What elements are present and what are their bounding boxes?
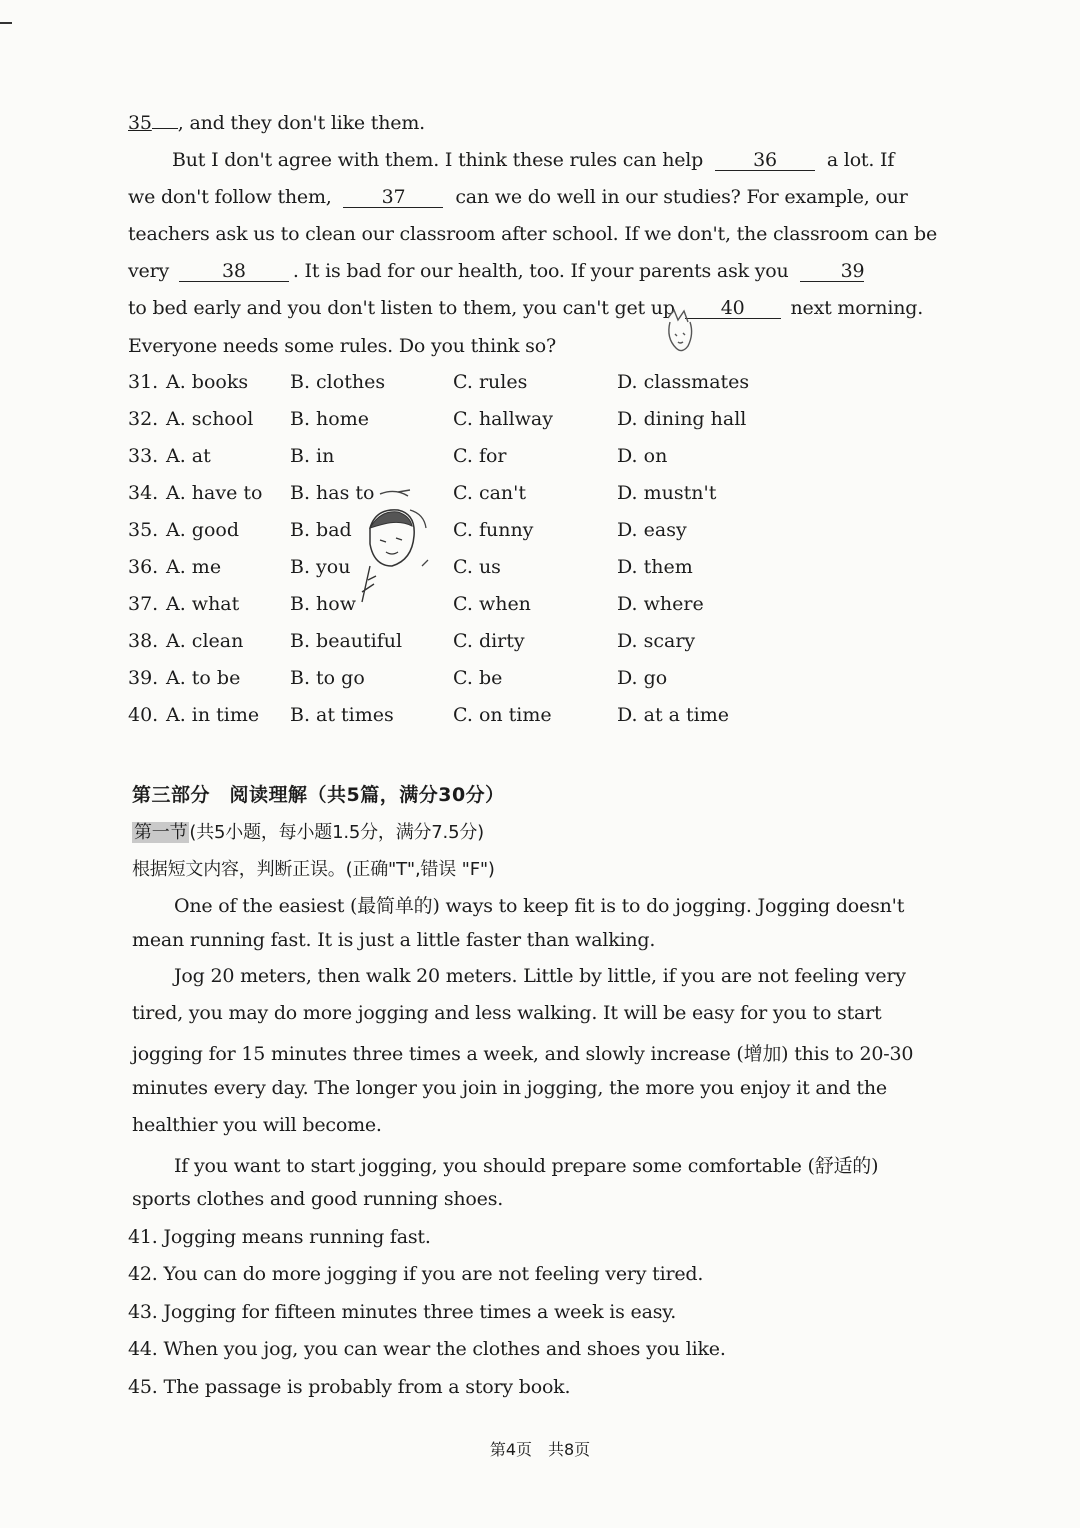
option-row-34 <box>128 482 768 508</box>
passage-line-7: healthier you will become. <box>132 1114 382 1136</box>
question-number: 39. <box>128 667 159 689</box>
question-number: 33. <box>128 445 159 467</box>
option-a: A. at <box>166 445 211 467</box>
option-row-40 <box>128 704 768 730</box>
option-d: D. dining hall <box>617 408 747 430</box>
option-row-32 <box>128 408 768 434</box>
passage-line-6: minutes every day. The longer you join in jogging, the more you enjoy it and the <box>132 1077 887 1099</box>
cloze-text: But I don't agree with them. I think these rules can help <box>172 149 704 171</box>
option-c: C. dirty <box>453 630 525 652</box>
doodle-sketch-face <box>340 480 440 610</box>
option-b: B. to go <box>290 667 365 689</box>
blank-line <box>152 128 178 129</box>
cloze-text: very <box>128 260 169 282</box>
blank-40: 40 <box>685 298 781 319</box>
blank-number: 35 <box>128 112 152 134</box>
option-c: C. for <box>453 445 507 467</box>
cloze-text: can we do well in our studies? For example, our <box>455 186 908 208</box>
option-a: A. to be <box>166 667 241 689</box>
question-number: 42. <box>128 1263 158 1285</box>
question-45 <box>128 1376 570 1398</box>
question-text: The passage is probably from a story book. <box>163 1376 571 1398</box>
question-text: Jogging for fifteen minutes three times a week is easy. <box>163 1301 677 1323</box>
question-number: 40. <box>128 704 159 726</box>
option-row-37 <box>128 593 768 619</box>
option-row-38 <box>128 630 768 656</box>
option-c: C. on time <box>453 704 552 726</box>
cloze-line-4 <box>128 223 937 245</box>
option-row-33 <box>128 445 768 471</box>
option-b: B. how <box>290 593 356 615</box>
option-a: A. books <box>166 371 249 393</box>
option-row-35 <box>128 519 768 545</box>
option-d: D. at a time <box>617 704 729 726</box>
option-row-36 <box>128 556 768 582</box>
option-d: D. where <box>617 593 704 615</box>
question-number: 44. <box>128 1338 158 1360</box>
option-b: B. in <box>290 445 335 467</box>
passage-line-8: If you want to start jogging, you should prepare some comfortable (舒适的) <box>174 1155 879 1177</box>
option-a: A. me <box>166 556 222 578</box>
question-number: 45. <box>128 1376 158 1398</box>
option-d: D. go <box>617 667 668 689</box>
doodle-sketch-small <box>660 308 700 360</box>
question-text: Jogging means running fast. <box>163 1226 431 1248</box>
option-d: D. mustn't <box>617 482 717 504</box>
part3-title: 第三部分 阅读理解（共5篇，满分30分） <box>132 784 505 806</box>
question-number: 32. <box>128 408 159 430</box>
cloze-text: we don't follow them, <box>128 186 332 208</box>
scan-edge-mark <box>0 22 12 24</box>
blank-38: 38 <box>179 261 289 282</box>
cloze-text: Everyone needs some rules. Do you think so? <box>128 335 556 357</box>
cloze-line-2 <box>172 149 894 171</box>
option-d: D. scary <box>617 630 696 652</box>
question-number: 34. <box>128 482 159 504</box>
option-a: A. clean <box>166 630 244 652</box>
cloze-line-5 <box>128 260 864 282</box>
cloze-line-7 <box>128 335 556 357</box>
option-c: C. can't <box>453 482 527 504</box>
option-b: B. beautiful <box>290 630 403 652</box>
page-footer: 第4页 共8页 <box>489 1440 591 1459</box>
question-number: 43. <box>128 1301 158 1323</box>
cloze-line-3 <box>128 186 908 208</box>
section-scoring: (共5小题，每小题1.5分，满分7.5分) <box>189 822 484 843</box>
cloze-text: a lot. If <box>826 149 895 171</box>
question-44 <box>128 1338 726 1360</box>
option-a: A. what <box>166 593 240 615</box>
blank-39: 39 <box>800 261 864 282</box>
option-c: C. rules <box>453 371 528 393</box>
cloze-text: teachers ask us to clean our classroom after school. If we don't, the classroom can be <box>128 223 937 245</box>
blank-37: 37 <box>343 187 443 208</box>
cloze-line-6 <box>128 297 923 319</box>
option-d: D. easy <box>617 519 687 541</box>
option-b: B. you <box>290 556 351 578</box>
cloze-text: next morning. <box>790 297 924 319</box>
option-a: A. school <box>166 408 254 430</box>
question-41 <box>128 1226 431 1248</box>
option-c: C. when <box>453 593 531 615</box>
option-c: C. be <box>453 667 503 689</box>
option-d: D. on <box>617 445 668 467</box>
option-b: B. home <box>290 408 369 430</box>
option-c: C. funny <box>453 519 534 541</box>
passage-line-5: jogging for 15 minutes three times a week, and slowly increase (增加) this to 20-30 <box>132 1043 914 1065</box>
blank-36: 36 <box>715 150 815 171</box>
option-b: B. has to <box>290 482 375 504</box>
option-d: D. them <box>617 556 693 578</box>
option-d: D. classmates <box>617 371 750 393</box>
option-b: B. at times <box>290 704 394 726</box>
section-heading <box>132 818 484 844</box>
question-42 <box>128 1263 703 1285</box>
option-a: A. in time <box>166 704 260 726</box>
cloze-text: , and they don't like them. <box>177 112 425 134</box>
question-number: 41. <box>128 1226 158 1248</box>
option-row-31 <box>128 371 768 397</box>
option-b: B. bad <box>290 519 352 541</box>
question-43 <box>128 1301 676 1323</box>
option-a: A. have to <box>166 482 263 504</box>
option-c: C. us <box>453 556 501 578</box>
instruction: 根据短文内容，判断正误。(正确"T",错误 "F") <box>132 859 495 880</box>
question-number: 36. <box>128 556 159 578</box>
cloze-line-1 <box>128 112 425 134</box>
option-c: C. hallway <box>453 408 553 430</box>
question-number: 37. <box>128 593 159 615</box>
question-text: When you jog, you can wear the clothes and shoes you like. <box>163 1338 726 1360</box>
question-number: 38. <box>128 630 159 652</box>
cloze-text: . It is bad for our health, too. If your parents ask you <box>292 260 789 282</box>
question-text: You can do more jogging if you are not feeling very tired. <box>163 1263 704 1285</box>
option-row-39 <box>128 667 768 693</box>
option-b: B. clothes <box>290 371 386 393</box>
passage-line-1: One of the easiest (最简单的) ways to keep fit is to do jogging. Jogging doesn't <box>174 895 905 917</box>
question-number: 35. <box>128 519 159 541</box>
question-number: 31. <box>128 371 159 393</box>
passage-line-3: Jog 20 meters, then walk 20 meters. Little by little, if you are not feeling very <box>174 965 906 987</box>
section-label: 第一节 <box>134 822 188 843</box>
cloze-text: to bed early and you don't listen to them, you can't get up <box>128 297 675 319</box>
passage-line-9: sports clothes and good running shoes. <box>132 1188 504 1210</box>
option-a: A. good <box>166 519 240 541</box>
passage-line-4: tired, you may do more jogging and less walking. It will be easy for you to start <box>132 1002 882 1024</box>
passage-line-2: mean running fast. It is just a little faster than walking. <box>132 929 656 951</box>
